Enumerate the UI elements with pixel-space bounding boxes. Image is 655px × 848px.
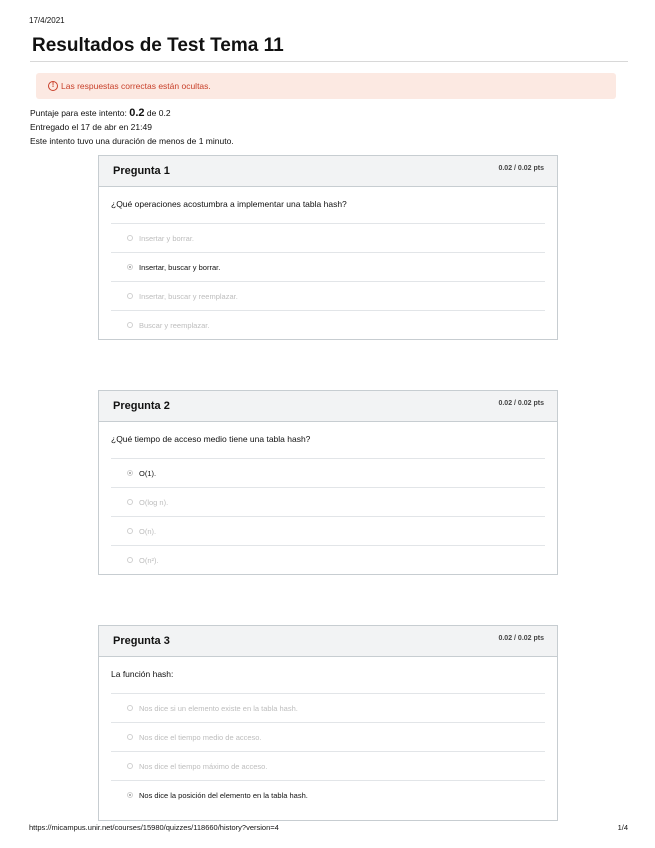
question-header bbox=[99, 626, 557, 657]
attempt-meta bbox=[30, 106, 234, 148]
question-text: La función hash: bbox=[111, 657, 545, 694]
radio-icon bbox=[127, 235, 133, 241]
question-title: Pregunta 1 bbox=[113, 165, 170, 177]
answer-text: Nos dice el tiempo máximo de acceso. bbox=[139, 761, 268, 771]
question-card-3 bbox=[98, 625, 558, 821]
answer-option-selected bbox=[111, 253, 545, 282]
answer-option bbox=[111, 517, 545, 546]
answer-option bbox=[111, 694, 545, 723]
question-text: ¿Qué operaciones acostumbra a implementar una tabla hash? bbox=[111, 187, 545, 224]
answer-option bbox=[111, 546, 545, 574]
radio-selected-icon bbox=[127, 792, 133, 798]
answer-text: Insertar, buscar y reemplazar. bbox=[139, 291, 238, 301]
page-title: Resultados de Test Tema 11 bbox=[32, 35, 284, 56]
radio-selected-icon bbox=[127, 264, 133, 270]
answer-option bbox=[111, 311, 545, 339]
answer-text: Nos dice la posición del elemento en la tabla hash. bbox=[139, 790, 308, 800]
radio-icon bbox=[127, 763, 133, 769]
submitted-line: Entregado el 17 de abr en 21:49 bbox=[30, 122, 152, 132]
question-points: 0.02 / 0.02 pts bbox=[498, 165, 544, 172]
answer-text: Nos dice el tiempo medio de acceso. bbox=[139, 732, 262, 742]
radio-icon bbox=[127, 734, 133, 740]
question-header bbox=[99, 391, 557, 422]
answer-text: Insertar y borrar. bbox=[139, 233, 195, 243]
question-text: ¿Qué tiempo de acceso medio tiene una tabla hash? bbox=[111, 422, 545, 459]
score-line bbox=[30, 106, 234, 120]
answer-text: O(n). bbox=[139, 526, 157, 536]
answer-text: O(n²). bbox=[139, 555, 159, 565]
title-divider bbox=[30, 61, 628, 62]
answer-option-selected bbox=[111, 459, 545, 488]
answer-option bbox=[111, 282, 545, 311]
answer-option bbox=[111, 224, 545, 253]
answer-text: Nos dice si un elemento existe en la tabla hash. bbox=[139, 703, 298, 713]
answer-text: O(1). bbox=[139, 468, 157, 478]
answer-text: Buscar y reemplazar. bbox=[139, 320, 210, 330]
radio-icon bbox=[127, 557, 133, 563]
question-points: 0.02 / 0.02 pts bbox=[498, 635, 544, 642]
question-card-2 bbox=[98, 390, 558, 575]
alert-text: Las respuestas correctas están ocultas. bbox=[61, 81, 211, 91]
radio-icon bbox=[127, 293, 133, 299]
score-value: 0.2 bbox=[129, 107, 145, 119]
answer-option-selected bbox=[111, 781, 545, 809]
question-header bbox=[99, 156, 557, 187]
answer-option bbox=[111, 723, 545, 752]
exclamation-circle-icon: ! bbox=[48, 81, 58, 91]
radio-icon bbox=[127, 322, 133, 328]
question-body bbox=[99, 657, 557, 809]
question-card-1 bbox=[98, 155, 558, 340]
footer-url: https://micampus.unir.net/courses/15980/quizzes/118660/history?version=4 bbox=[29, 823, 279, 832]
question-title: Pregunta 3 bbox=[113, 635, 170, 647]
score-label: Puntaje para este intento: bbox=[30, 108, 127, 118]
radio-icon bbox=[127, 528, 133, 534]
answer-text: Insertar, buscar y borrar. bbox=[139, 262, 221, 272]
hidden-answers-alert bbox=[36, 73, 616, 99]
question-points: 0.02 / 0.02 pts bbox=[498, 400, 544, 407]
question-body bbox=[99, 422, 557, 574]
answer-option bbox=[111, 752, 545, 781]
print-date: 17/4/2021 bbox=[29, 16, 65, 25]
radio-selected-icon bbox=[127, 470, 133, 476]
radio-icon bbox=[127, 499, 133, 505]
duration-line: Este intento tuvo una duración de menos de 1 minuto. bbox=[30, 136, 234, 146]
question-title: Pregunta 2 bbox=[113, 400, 170, 412]
question-body bbox=[99, 187, 557, 339]
answer-option bbox=[111, 488, 545, 517]
score-total: de 0.2 bbox=[146, 108, 171, 118]
answer-text: O(log n). bbox=[139, 497, 169, 507]
footer-page-number: 1/4 bbox=[617, 823, 628, 832]
radio-icon bbox=[127, 705, 133, 711]
